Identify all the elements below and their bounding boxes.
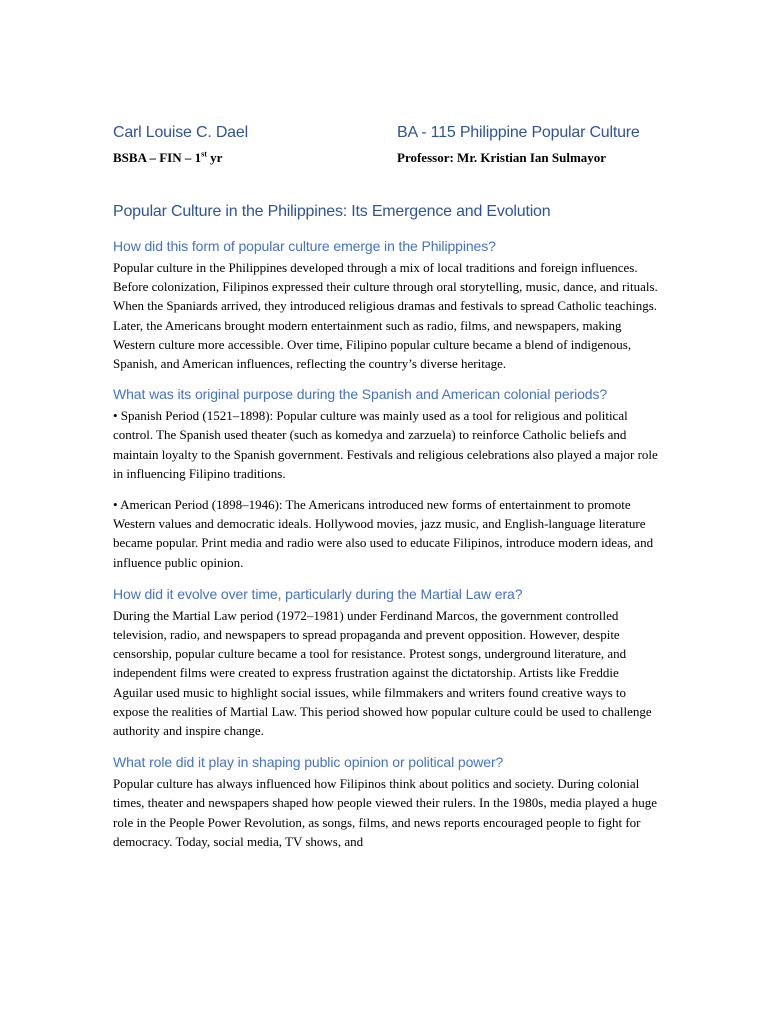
- course-title: BA - 115 Philippine Popular Culture: [397, 124, 640, 141]
- section-paragraph: • Spanish Period (1521–1898): Popular culture was mainly used as a tool for religious and political control. The Spanish used theater (such as komedya and zarzuela) to reinforce Catholic beliefs and maintain loyalty to the Spanish government. Festivals and religious celebrations also played a major role in influencing Filipino traditions.: [113, 408, 658, 481]
- document-header: [113, 124, 661, 168]
- section-question-emergence: How did this form of popular culture emerge in the Philippines?: [113, 238, 496, 254]
- author-name: Carl Louise C. Dael: [113, 124, 248, 141]
- section-paragraph: During the Martial Law period (1972–1981) under Ferdinand Marcos, the government controlled television, radio, and newspapers to spread propaganda and prevent opposition. However, despite censorship, popular culture became a tool for resistance. Protest songs, underground literature, and independent films were created to express frustration against the dictatorship. Artists like Freddie Aguilar used music to highlight social issues, while filmmakers and writers found creative ways to expose the realities of Martial Law. This period showed how popular culture could be used to challenge authority and inspire change.: [113, 607, 652, 739]
- section-paragraph: • American Period (1898–1946): The Americans introduced new forms of entertainment to promote Western values and democratic ideals. Hollywood movies, jazz music, and English-language literature became popular. Print media and radio were also used to educate Filipinos, introduce modern ideas, and influence public opinion.: [113, 497, 654, 570]
- program-ordinal: st: [201, 149, 207, 159]
- section-paragraph: Popular culture has always influenced how Filipinos think about politics and society. During colonial times, theater and newspapers shaped how people viewed their rulers. In the 1980s, media played a huge role in the People Power Revolution, as songs, films, and news reports encouraged people to fight for democracy. Today, social media, TV shows, and: [113, 776, 658, 849]
- program-suffix: yr: [206, 150, 223, 165]
- program-year: [113, 150, 222, 166]
- section-paragraph: Popular culture in the Philippines developed through a mix of local traditions and foreign influences. Before colonization, Filipinos expressed their culture through oral storytelling, music, dance, and rituals. When the Spaniards arrived, they introduced religious dramas and festivals to spread Catholic teachings. Later, the Americans brought modern entertainment such as radio, films, and newspapers, making Western culture more accessible. Over time, Filipino popular culture became a blend of indigenous, Spanish, and American influences, reflecting the country’s diverse heritage.: [113, 260, 658, 372]
- document-page: [113, 124, 661, 851]
- professor-name: Professor: Mr. Kristian Ian Sulmayor: [397, 150, 607, 165]
- section-question-role: What role did it play in shaping public opinion or political power?: [113, 754, 504, 771]
- section-question-purpose: What was its original purpose during the Spanish and American colonial periods?: [113, 386, 608, 403]
- section-question-evolution: How did it evolve over time, particularly during the Martial Law era?: [113, 585, 523, 602]
- document-title: Popular Culture in the Philippines: Its Emergence and Evolution: [113, 203, 551, 220]
- program-prefix: BSBA – FIN – 1: [113, 150, 202, 165]
